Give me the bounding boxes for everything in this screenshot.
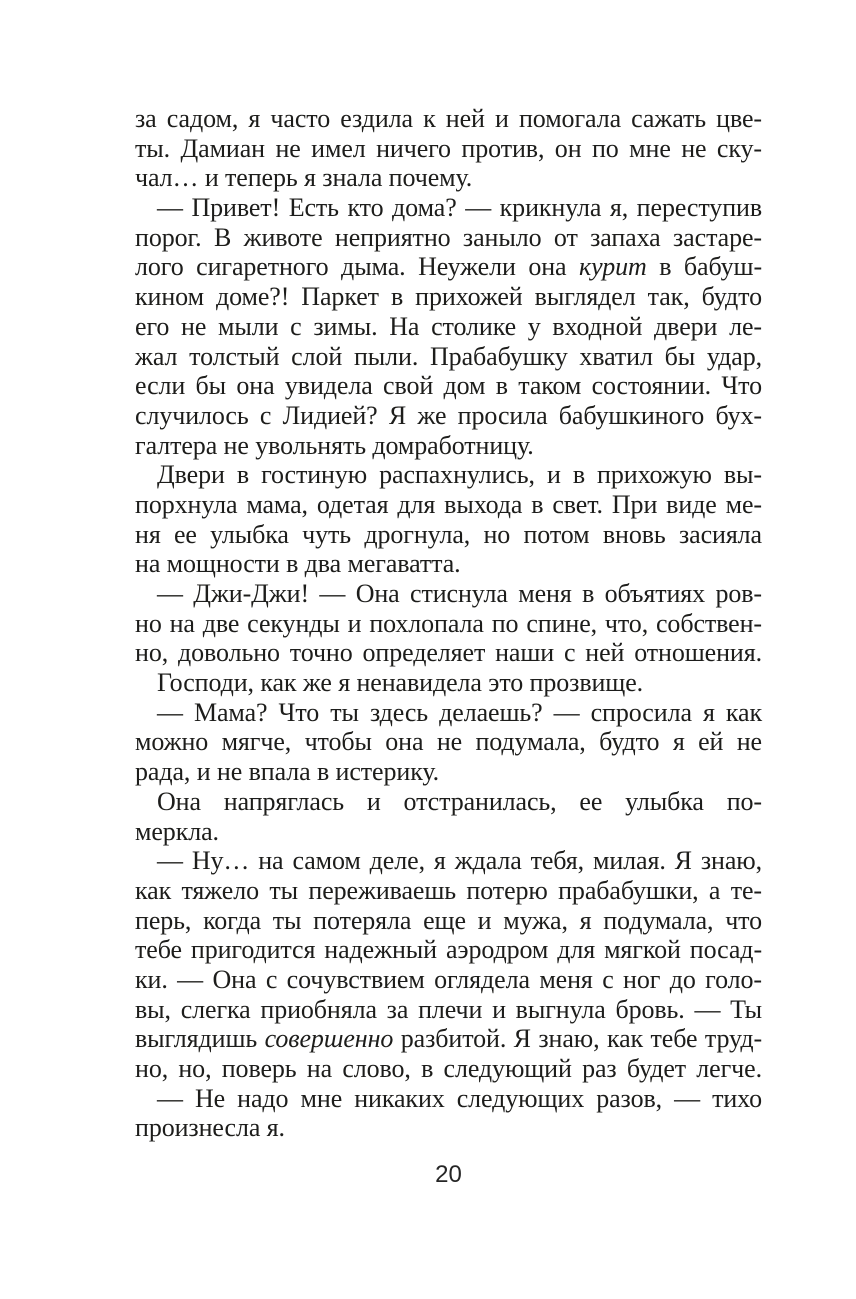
text-line: рада, и не впала в истерику.: [135, 757, 440, 787]
text-line: порог. В животе неприятно заныло от запаха застаре-: [135, 222, 762, 252]
text-line: ки. — Она с сочувствием оглядела меня с ног до голо-: [135, 964, 762, 994]
text-line: но на две секунды и похлопала по спине, что, собствен-: [135, 608, 762, 638]
text-line: случилось с Лидией? Я же просила бабушкиного бух-: [135, 400, 762, 430]
text-line: — Джи-Джи! — Она стиснула меня в объятиях ров-: [157, 579, 762, 608]
text-line: — Мама? Что ты здесь делаешь? — спросила я как: [157, 697, 762, 727]
text-line: чал… и теперь я знала почему.: [135, 163, 473, 193]
text-line: кином доме?! Паркет в прихожей выглядел так, будто: [135, 282, 762, 312]
text-line: меркла.: [135, 816, 219, 846]
text-line: ня ее улыбка чуть дрогнула, но потом вновь засияла: [135, 519, 762, 549]
text-line: за садом, я часто ездила к ней и помогала сажать цве-: [135, 104, 762, 133]
text-line: можно мягче, чтобы она не подумала, будто я ей не: [135, 727, 762, 757]
text-line: — Привет! Есть кто дома? — крикнула я, переступив: [157, 193, 762, 223]
text-line: порхнула мама, одетая для выхода в свет. При виде ме-: [135, 489, 762, 519]
text-line: перь, когда ты потеряла еще и мужа, я подумала, что: [135, 905, 762, 935]
text-line: тебе пригодится надежный аэродром для мягкой посад-: [135, 935, 762, 965]
text-line: — Ну… на самом деле, я ждала тебя, милая. Я знаю,: [157, 846, 762, 876]
text-line: произнесла я.: [135, 1113, 285, 1143]
text-line: если бы она увидела свой дом в таком состоянии. Что: [135, 371, 762, 401]
text-line: ты. Дамиан не имел ничего против, он по мне не ску-: [135, 133, 762, 163]
text-line: Двери в гостиную распахнулись, и в прихожую вы-: [157, 460, 762, 490]
text-line: вы, слегка приобняла за плечи и выгнула бровь. — Ты: [135, 994, 762, 1024]
text-line: но, довольно точно определяет наши с ней отношения.: [135, 638, 762, 668]
text-line: жал толстый слой пыли. Прабабушку хватил бы удар,: [135, 341, 762, 371]
text-line: Она напряглась и отстранилась, ее улыбка по-: [157, 786, 762, 816]
page-number: 20: [435, 1161, 462, 1188]
text-line: но, но, поверь на слово, в следующий раз будет легче.: [135, 1054, 762, 1083]
text-line: — Не надо мне никаких следующих разов, — тихо: [157, 1083, 762, 1113]
text-line: лого сигаретного дыма. Неужели она курит в бабуш-: [135, 252, 763, 282]
text-line: Господи, как же я ненавидела это прозвище.: [157, 668, 644, 698]
text-line: его не мыли с зимы. На столике у входной двери ле-: [135, 311, 762, 341]
text-line: галтера не увольнять домработницу.: [135, 430, 534, 460]
text-line: на мощности в два мегаватта.: [135, 549, 461, 579]
text-line: как тяжело ты переживаешь потерю прабабушки, а те-: [135, 875, 762, 905]
text-line: выглядишь совершенно разбитой. Я знаю, как тебе труд-: [135, 1024, 763, 1054]
page-text: [135, 104, 762, 1143]
